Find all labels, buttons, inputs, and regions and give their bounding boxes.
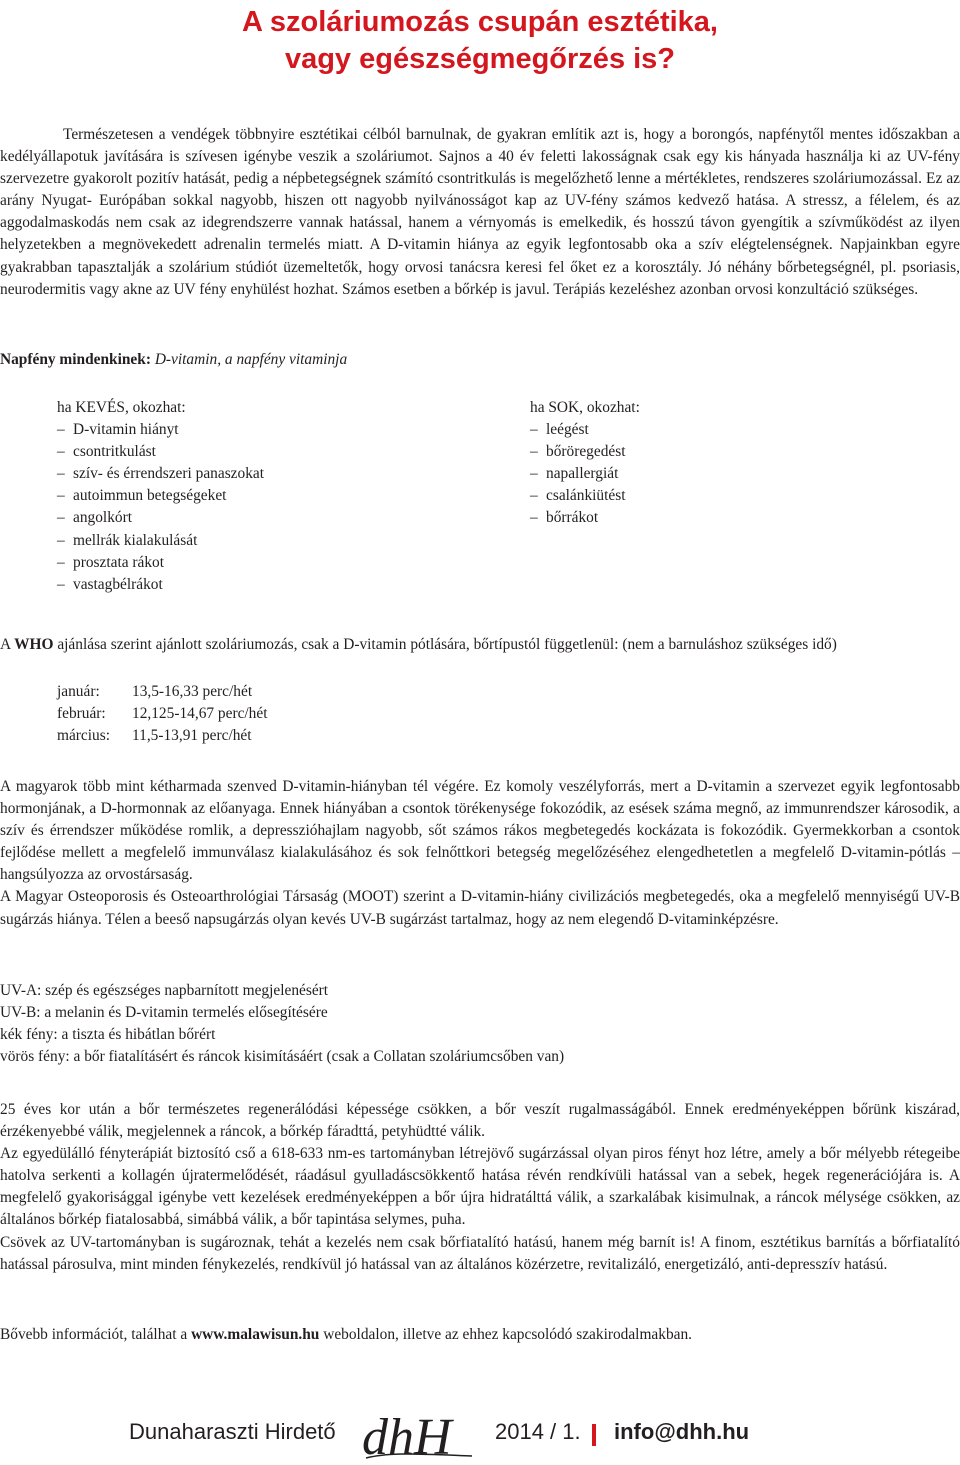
rate-month: március: [57, 727, 110, 745]
monthly-rates [57, 681, 268, 747]
info-suffix: weboldalon, illetve az ehhez kapcsolódó szakirodalmakban. [323, 1326, 693, 1343]
intro-section [0, 124, 960, 301]
list-item [530, 507, 930, 529]
skin-section [0, 1099, 960, 1276]
rate-value: 11,5-13,91 perc/hét [132, 727, 252, 745]
title-line-2: vagy egészségmegőrzés is? [284, 43, 676, 75]
subtitle [0, 349, 960, 371]
vitamin-paragraph-1: A magyarok több mint kétharmada szenved D-vitamin-hiányban tél végére. Ez komoly veszélyforrás, mert a D-vitamin a szervezet egyik legfontosabb hormonjának, a D-hormonnak az előanyaga. Ennek hiányában a csontok törékenysége fokozódik, az esések száma megnő, az immunrendszer károsodik, a szív és érrendszer működése romlik, a depresszióhajlam nagyobb, sőt számos rákos megbetegedés kockázata is fokozódik. Gyermekkorban a csontok fejlődése mellett a megfelelő immunválasz kialakulásához és sok felnőttkori betegség megelőzéséhez elengedhetetlen a megfelelő D-vitamin-pótlás – hangsúlyozza az orvostársaság. [0, 778, 960, 884]
rate-row [57, 681, 268, 703]
skin-paragraph-2: Az egyedülálló fényterápiát biztosító cső a 618-633 nm-es tartományban létrejövő sugárzással olyan piros fényt hoz létre, amely a bőr mélyebb rétegeibe hatolva serkenti a kollagén újratermelődését, ráadásul gyulladáscsökkentő hatása révén rendkívüli hatással van a sebek, hegek regenerációjára is. A megfelelő gyakorisággal igénybe vett kezelések eredményeképpen a bőr újra hidratálttá válik, a szarkalábak kisimulnak, a ráncok mélysége csökken, az általános bőrkép fiatalosabbá, simábbá válik, a bőr tapintása selymes, puha. [0, 1145, 960, 1229]
list-item [57, 530, 477, 552]
skin-paragraph-3: Csövek az UV-tartományban is sugároznak, tehát a kezelés nem csak bőrfiatalító hatású, hanem még barnít is! A finom, esztétikus barnítás a bőrfiatalító hatással párosulva, mint minden fénykezelés, rendkívül jó hatással van az általános közérzetre, revitalizáló, energetizáló, anti-depresszív hatású. [0, 1233, 960, 1273]
dash: – [57, 575, 65, 593]
list-item [530, 485, 930, 507]
dash: – [57, 465, 65, 483]
intro-paragraph: Természetesen a vendégek többnyire esztétikai célból barnulnak, de gyakran említik azt is, hogy a borongós, napfénytől mentes időszakban a kedélyállapotuk javítására is szívesen igénybe veszik a szoláriumot. Sajnos a 40 év feletti lakosságnak csak egy kis hányada használja ki az UV-fény szervezetre gyakorolt pozitív hatását, pedig a népbetegségnek számító csontritkulás is megelőzhető lenne a mértékletes, rendszeres szoláriumozással. Ez az arány Nyugat- Európában sokkal nagyobb, hiszen ott nagyobb nyilvánosságot kap az UV-fény számos kedvező hatása. A stressz, a félelem, és az aggodalmaskodás nem csak az idegrendszerre vannak hatással, hanem a vérnyomás is emelkedik, és hosszú távon gyengítik a szívműködést az ilyen helyzetekben a megnövekedett adrenalin termelés miatt. A D-vitamin hiánya az egyik legfontosabb oka a szív elégtelenségnek. Napjainkban egyre gyakrabban tapasztalják a szolárium stúdiót üzemeltetők, hogy orvosi tanácsra keresi fel őket ez a korosztály. Jó néhány bőrbetegségnél, pl. psoriasis, neurodermitis vagy akne az UV fény enyhülést hozhat. Számos esetben a bőrkép is javul. Terápiás kezeléshez azonban orvosi konzultáció szükséges. [0, 126, 960, 298]
list-item-text: autoimmun betegségeket [73, 487, 227, 505]
footer [0, 1402, 960, 1460]
rate-month: február: [57, 705, 106, 723]
dash: – [530, 465, 538, 483]
rate-row [57, 725, 268, 747]
list-item [530, 441, 930, 463]
vitamin-paragraph-2: A Magyar Osteoporosis és Osteoarthrológiai Társaság (MOOT) szerint a D-vitamin-hiány civilizációs megbetegedés, oka a megfelelő mennyiségű UV-B sugárzás hiánya. Télen a beeső napsugárzás olyan kevés UV-B sugárzást tartalmaz, hogy az nem elegendő D-vitaminképzésre. [0, 888, 960, 928]
rate-row [57, 703, 268, 725]
list-item-text: D-vitamin hiányt [73, 421, 179, 439]
dhh-logo [360, 1408, 478, 1464]
logo-lettering: dhH [362, 1409, 452, 1460]
dash: – [530, 421, 538, 439]
dash: – [530, 443, 538, 461]
list-item-text: bőröregedést [546, 443, 626, 461]
uv-line: UV-B: a melanin és D-vitamin termelés elősegítésére [0, 1004, 328, 1022]
publication-name: Dunaharaszti Hirdető [129, 1419, 336, 1444]
article-title [0, 4, 960, 78]
uv-types [0, 980, 960, 1068]
list-item-text: leégést [546, 421, 589, 439]
title-line-1: A szoláriumozás csupán esztétika, [242, 6, 718, 38]
too-much-list [530, 397, 930, 530]
uv-line: vörös fény: a bőr fiatalításért és ráncok kisimításáért (csak a Collatan szoláriumcsőben van) [0, 1048, 565, 1066]
list-item-text: csontritkulást [73, 443, 156, 461]
too-much-heading: ha SOK, okozhat: [530, 399, 640, 416]
list-item [57, 463, 477, 485]
list-item-text: napallergiát [546, 465, 619, 483]
vitamin-section [0, 776, 960, 931]
list-item [530, 463, 930, 485]
dash: – [57, 487, 65, 505]
dash: – [57, 531, 65, 549]
dash: – [57, 509, 65, 527]
subtitle-italic: D-vitamin, a napfény vitaminja [154, 351, 348, 368]
rate-value: 12,125-14,67 perc/hét [132, 705, 268, 723]
dash: – [57, 553, 65, 571]
subtitle-bold: Napfény mindenkinek: [0, 351, 151, 368]
rate-month: január: [57, 683, 100, 700]
list-item [57, 441, 477, 463]
too-little-heading: ha KEVÉS, okozhat: [57, 399, 186, 416]
issue-number: 2014 / 1. [495, 1419, 581, 1444]
list-item [57, 419, 477, 441]
who-text: ajánlása szerint ajánlott szoláriumozás, csak a D-vitamin pótlására, bőrtípustól függetlenül: (nem a barnuláshoz szükséges idő) [57, 636, 837, 653]
skin-paragraph-1: 25 éves kor után a bőr természetes regenerálódási képessége csökken, a bőr veszít rugalmasságából. Ennek eredményeképpen bőrünk kiszárad, érzékenyebbé válik, megjelennek a ráncok, a bőrkép fáradttá, petyhüdtté válik. [0, 1101, 960, 1141]
list-item-text: mellrák kialakulását [73, 531, 198, 549]
list-item-text: prosztata rákot [73, 553, 165, 571]
who-abbreviation: WHO [14, 636, 54, 653]
dash: – [530, 509, 538, 527]
who-prefix: A [0, 636, 11, 653]
more-info [0, 1324, 960, 1346]
too-little-list [57, 397, 477, 596]
contact-email[interactable]: info@dhh.hu [614, 1419, 750, 1444]
list-item-text: angolkórt [73, 509, 132, 527]
dash: – [530, 487, 538, 505]
list-item-text: szív- és érrendszeri panaszokat [73, 465, 265, 483]
info-prefix: Bővebb információt, találhat a [0, 1326, 188, 1343]
list-item-text: vastagbélrákot [73, 575, 163, 593]
website-link[interactable]: www.malawisun.hu [191, 1326, 320, 1343]
list-item [57, 574, 477, 596]
footer-separator [592, 1424, 596, 1446]
list-item [57, 507, 477, 529]
list-item [57, 485, 477, 507]
uv-line: kék fény: a tiszta és hibátlan bőrért [0, 1026, 216, 1044]
dash: – [57, 443, 65, 461]
list-item [57, 552, 477, 574]
list-item-text: csalánkiütést [546, 487, 626, 505]
list-item [530, 419, 930, 441]
uv-line: UV-A: szép és egészséges napbarnított megjelenésért [0, 982, 329, 999]
who-recommendation [0, 634, 960, 656]
list-item-text: bőrrákot [546, 509, 599, 527]
rate-value: 13,5-16,33 perc/hét [132, 683, 253, 700]
dash: – [57, 421, 65, 439]
